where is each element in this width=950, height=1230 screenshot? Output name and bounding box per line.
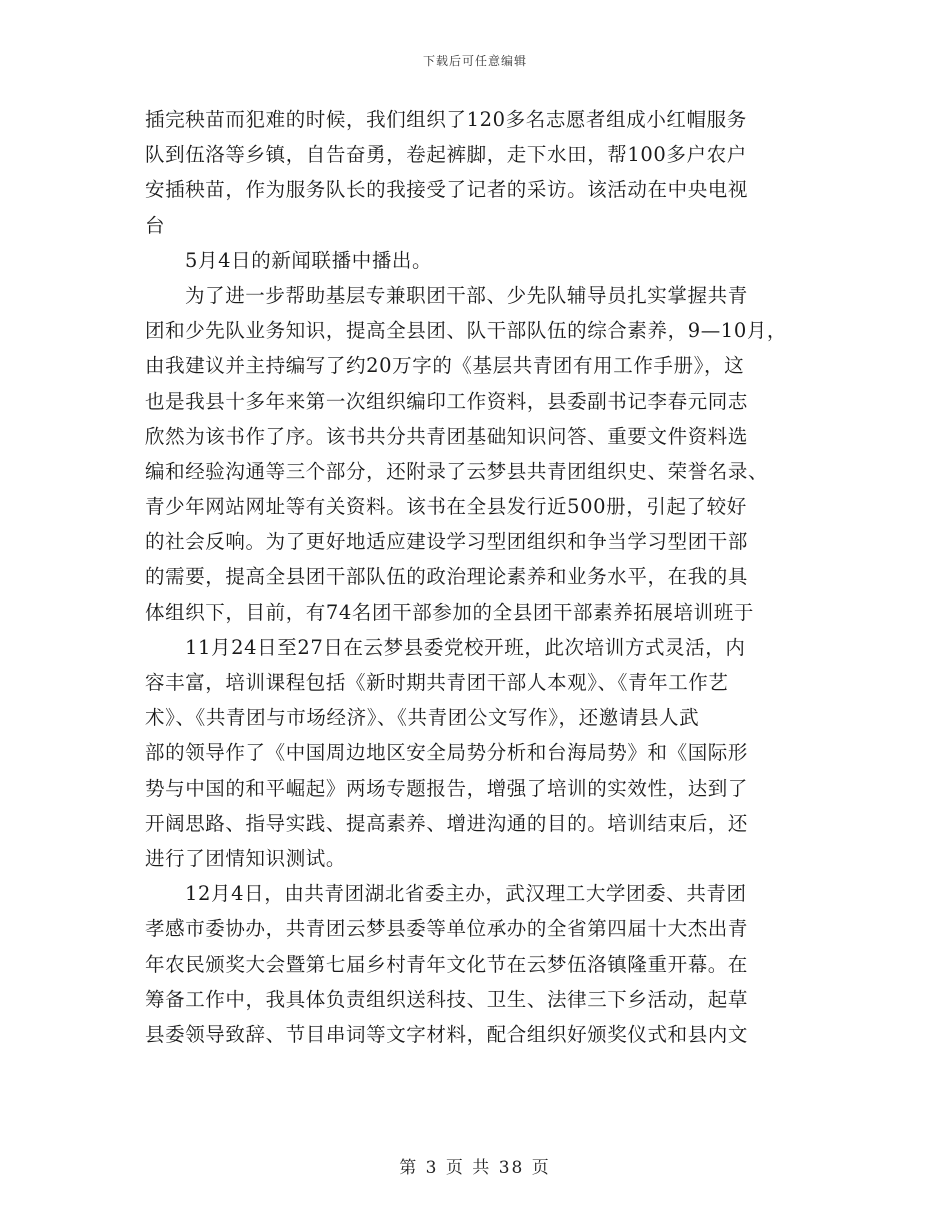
body-text-line: 体组织下，目前，有74名团干部参加的全县团干部素养拓展培训班于 — [145, 600, 754, 624]
body-text-line: 孝感市委协办，共青团云梦县委等单位承办的全省第四届十大杰出青 — [145, 917, 749, 941]
body-text-line: 容丰富，培训课程包括《新时期共青团干部人本观》、《青年工作艺 — [145, 671, 729, 694]
body-text-line: 也是我县十多年来第一次组织编印工作资料，县委副书记李春元同志 — [145, 389, 749, 413]
body-text-line: 开阔思路、指导实践、提高素养、增进沟通的目的。培训结束后，还 — [145, 811, 749, 835]
body-text-line: 欣然为该书作了序。该书共分共青团基础知识问答、重要文件资料选 — [145, 424, 749, 448]
page-header: 下载后可任意编辑 — [422, 54, 527, 68]
body-text-line: 势与中国的和平崛起》两场专题报告，增强了培训的实效性，达到了 — [145, 776, 749, 800]
body-text-line: 的社会反响。为了更好地适应建设学习型团组织和争当学习型团干部 — [145, 530, 749, 554]
body-text-line: 年农民颁奖大会暨第七届乡村青年文化节在云梦伍洛镇隆重开幕。在 — [145, 952, 749, 976]
body-text-line: 队到伍洛等乡镇，自告奋勇，卷起裤脚，走下水田，帮100多户农户 — [145, 143, 747, 167]
body-text-line: 部的领导作了《中国周边地区安全局势分析和台海局势》和《国际形 — [145, 741, 749, 765]
body-text-line: 筹备工作中，我具体负责组织送科技、卫生、法律三下乡活动，起草 — [145, 987, 749, 1011]
body-text-line: 11月24日至27日在云梦县委党校开班，此次培训方式灵活，内 — [185, 635, 746, 659]
body-text-line: 由我建议并主持编写了约20万字的《基层共青团有用工作手册》，这 — [145, 354, 745, 378]
body-text-line: 插完秧苗而犯难的时候，我们组织了120多名志愿者组成小红帽服务 — [145, 108, 747, 131]
body-text-line: 青少年网站网址等有关资料。该书在全县发行近500册，引起了较好 — [145, 495, 747, 519]
body-text-line: 进行了团情知识测试。 — [145, 846, 347, 870]
page-number-footer: 第 3 页 共 38 页 — [399, 1158, 551, 1178]
body-text-line: 编和经验沟通等三个部分，还附录了云梦县共青团组织史、荣誉名录、 — [145, 459, 769, 483]
body-text-line: 的需要，提高全县团干部队伍的政治理论素养和业务水平，在我的具 — [145, 565, 749, 589]
body-text-line: 为了进一步帮助基层专兼职团干部、少先队辅导员扎实掌握共青 — [185, 283, 748, 307]
body-text-line: 12月4日，由共青团湖北省委主办，武汉理工大学团委、共青团 — [185, 882, 747, 906]
body-text-line: 县委领导致辞、节目串词等文字材料，配合组织好颁奖仪式和县内文 — [145, 1022, 749, 1046]
body-text-line: 术》、《共青团与市场经济》、《共青团公文写作》，还邀请县人武 — [145, 706, 700, 730]
body-text-line: 安插秧苗，作为服务队长的我接受了记者的采访。该活动在中央电视 — [145, 178, 749, 202]
body-text-line: 团和少先队业务知识，提高全县团、队干部队伍的综合素养，9—10月， — [145, 319, 788, 343]
body-text-line: 5月4日的新闻联播中播出。 — [185, 248, 433, 272]
document-body — [145, 102, 805, 1052]
body-text-line: 台 — [145, 213, 166, 237]
